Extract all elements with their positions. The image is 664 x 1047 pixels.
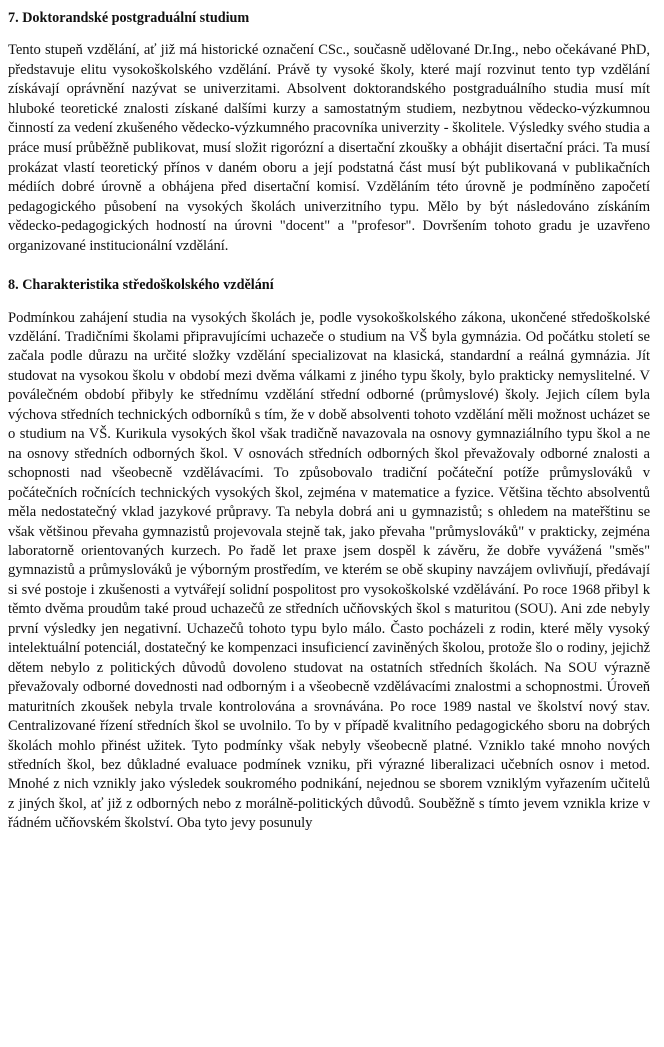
- section-heading-8: 8. Charakteristika středoškolského vzdělání: [8, 276, 274, 293]
- section-heading-7: 7. Doktorandské postgraduální studium: [8, 10, 250, 26]
- section-paragraph-8: Podmínkou zahájení studia na vysokých školách je, podle vysokoškolského zákona, ukončené středoškolské vzdělání. Tradičními školami připravujícími uchazeče o studium na VŠ byla gymnázia. Od počátku století se začala podle důrazu na určité složky vzdělání specializovat na klasická, standardní a reálná gymnázia. Jít studovat na vysokou školu v období mezi dvěma válkami z jiného typu školy, bylo prakticky nemyslitelné. V poválečném období přibyly ke střednímu vzdělání střední odborné (průmyslové) školy. Jejich cílem byla výchova středních technických odborníků s tím, že v době absolventi tohoto vzdělání měli možnost ucházet se o studium na VŠ. Kurikula vysokých škol však tradičně navazovala na osnovy gymnaziálního typu škol a ne na osnovy středních odborných škol. V osnovách středních odborných škol převažovaly odborné znalosti a schopnosti nad všeobecně vzdělávacími. To způsobovalo tradiční počáteční potíže průmyslováků v počátečních ročnících technických vysokých škol, zejména v matematice a fyzice. Většina těchto absolventů měla nedostatečný vklad jazykové průpravy. Ta nebyla dobrá ani u gymnazistů; s ohledem na mateřštinu se však většinou převaha gymnazistů projevovala stejně tak, jako převaha "průmyslováků" v prakticky, zejména laboratorně orientovaných kurzech. Po řadě let praxe jsem dospěl k závěru, že dobře vyvážená "směs" gymnazistů a průmyslováků je výborným prostředím, ve kterém se obě skupiny navzájem ovlivňují, předávají si své postoje i zkušenosti a vytvářejí solidní pospolitost pro vysokoškolské vzdělávání. Po roce 1968 přibyl k těmto dvěma proudům také proud uchazečů ze středních učňovských škol s maturitou (SOU). Ani zde nebyly první výsledky jen negativní. Uchazečů tohoto typu bylo málo. Často pocházeli z rodin, které měly vysoký intelektuální potenciál, dostatečný ke kompenzaci insuficiencí zaviněných školou, protože šlo o rodiny, jejichž dětem nebylo z politických důvodů dovoleno studovat na ostatních středních školách. Na SOU výrazně převažovaly odborné dovednosti nad odborným i a všeobecně vzdělávacími znalostmi a schopnostmi. Úroveň maturitních zkoušek nebyla trvale kontrolována a srovnávána. Po roce 1989 nastal ve školství nový stav. Centralizované řízení středních škol se uvolnilo. To by v případě kvalitního pedagogického sboru na dobrých školách mohlo přinést užitek. Tyto podmínky však nebyly všeobecně platné. Vzniklo také mnoho nových středních škol, bez důkladné evaluace podmínek vzniku, při výrazné liberalizaci učebních osnov i metod. Mnohé z nich vznikly jako výsledek soukromého podnikání, nejednou se sborem vzniklým vyřazením učitelů z jiných škol, ať již z odborných nebo z morálně-politických důvodů. Souběžně s tímto jevem vznikla krize v řádném učňovském školství. Oba tyto jevy posunuly: [8, 309, 650, 832]
- section-paragraph-7: Tento stupeň vzdělání, ať již má historické označení CSc., současně udělované Dr.Ing., nebo očekávané PhD, představuje elitu vysokoškolského vzdělání. Právě ty vysoké školy, které mají rozvinut tento typ vzdělání získávají oprávnění nazývat se univerzitami. Absolvent doktorandského postgraduálního studia musí mít hluboké teoretické znalosti získané dalšími kurzy a samostatným studiem, nezbytnou vědecko-výzkumnou činností za vedení zkušeného vědecko-výzkumného pracovníka univerzity - školitele. Výsledky svého studia a práce musí průběžně publikovat, musí složit rigorózní a disertační zkoušky a obhájit disertační práci. Ta musí prokázat vlastí teoretický přínos v daném oboru a její podstatná část musí být publikovaná v publikačních médiích dobré úrovně a obhájena před disertační komisí. Vzděláním této úrovně je podmíněno započetí pedagogického působení na vysokých školách univerzitního typu. Mělo by být následováno získáním vědecko-pedagogických hodností na úrovni "docent" a "profesor". Dovršením tohoto gradu je uzavřeno organizované institucionální vzdělání.: [8, 42, 650, 254]
